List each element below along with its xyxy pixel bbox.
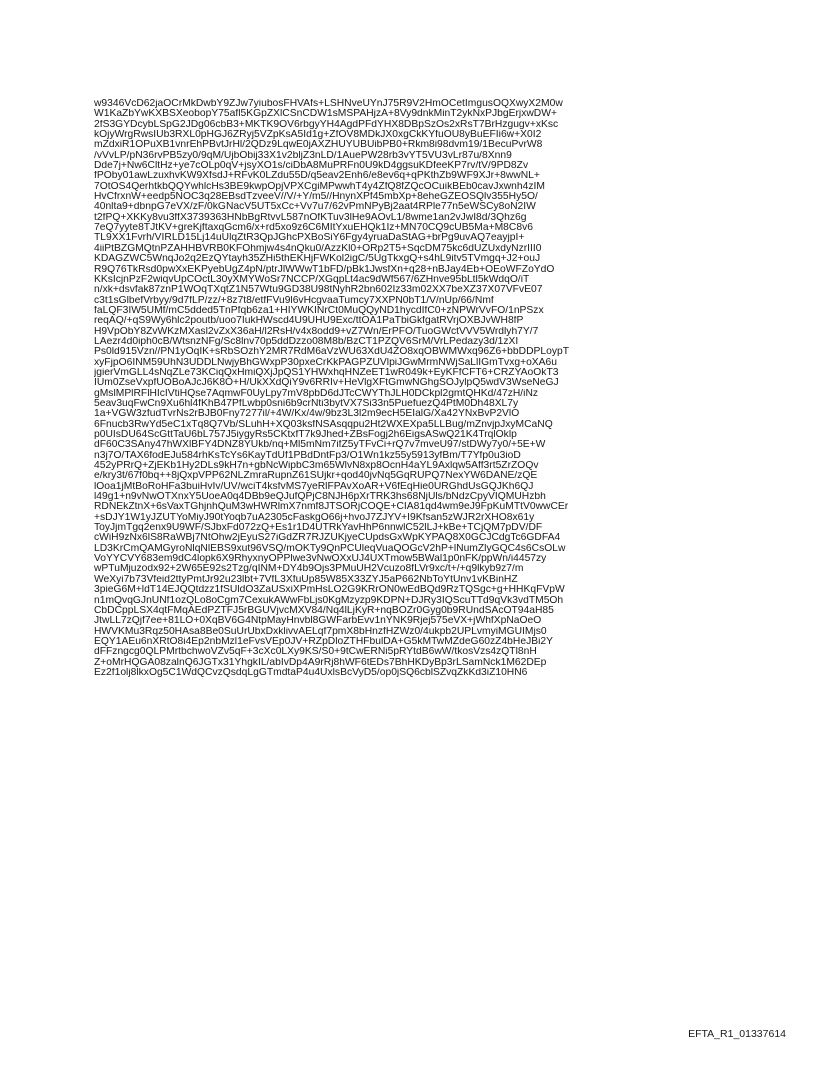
text-line: n1mQvqGJnUNf1ozQLo8oCgm7CexukAWwFbLjs0KgMzyzp9KDPN+DJRy3IQScuTTd9qVk3vdTM5Oh (94, 595, 564, 606)
text-line: Ez2f1olj8lkxOg5C1WdQCvzQsdqLgGTmdtaP4u4UxlsBcVyD5/op0jSQ6cblSZvqZkKd3iZ10HN6 (94, 667, 528, 678)
text-line: kOjyWrgRwsIUb3RXL0pHGJ6ZRyj5VZpKsA5Id1g+ZfOV8MDkJX0xgCkKYfuOU8yBuEFIi6w+X0I2 (94, 130, 542, 141)
encoded-text-block (94, 99, 784, 678)
text-line: mZdxiR1OPuXB1vnrEhPBvtJrHl/2QDz9LqwE0jAXZHUYUBUibPB0+Rkm8i98dvm19/1BecuPvrW8 (94, 140, 543, 151)
text-line: ToyJjmTgq2enx9U9WF/SJbxFd072zQ+Es1r1D4UTRkYavHhP6nnwlC52lLJ+kBe+TCjQM7pDV/DF (94, 523, 543, 534)
text-line: n3j7O/TAX6fodEJu584rhKsTcYs6KayTdUf1PBdDntFp3/O1Wn1kz55y5913yfBm/T7Yfp0u3ioD (94, 450, 521, 461)
text-line: /vVvLP/pN36rvPB5zy0/9qM/UjbObij33X1v2bljZ3nLD/1AuePW28rb3vYT5VU3vLr87u/8Xnn9 (94, 150, 512, 161)
text-line: WeXyi7b73Vfeid2ttyPmtJr92u23lbt+7VfL3XfuUp85W85X33ZYJ5aP662NbToYtUnv1vKBinHZ (94, 574, 518, 585)
text-line: CbDCppLSX4qtFMqAEdPZTFJ5rBGUVjvcMXV84/Nq4lLjKyR+nqBOZr0Gyg0b9RUndSAcOT94aH85 (94, 605, 554, 616)
text-line: 1a+VGW3zfudTvrNs2rBJB0Fny7277il/+4W/Kx/4w/9bz3L3l2m9ecH5EIalG/Xa42YNxBvP2VlO (94, 409, 520, 420)
text-line: gMslMPlRFlHIcIVtiHQse7AqmwF0UyLpy7mV8pbD6dJTcCWYThJLH0DCkpl2gmtQHKd/47zH/iNz (94, 388, 539, 399)
text-line: jgierVmGLL4sNqZLe73KCiqQxHmiQXjJpQS1YHWxhqHNZeET1wR049k+EyKFfCFT6+CRZYAoOkT3 (94, 367, 559, 378)
text-line: Dde7j+Nw6CltHz+ye7cOLp0qV+jsyXO1s/ciDbA8MuPRFn0U9kD4ggsuKDfeeKP7rv/tV/9PD8Zv (94, 161, 529, 172)
text-line: Z+oMrHQGA08zalnQ6JGTx31YhgkIL/abIvDp4A9rRj8hWF6tEDs7BhHKDyBp3rLSamNck1M62DEp (94, 657, 547, 668)
text-line: cWiH9zNx6lS8RaWBj7NtOhw2jEyuS27iGdZR7RJZUKjyeCUpdsGxWpKYPAQ8X0GCJCdgTc6GDFA4 (94, 533, 561, 544)
text-line: HWVKMu3Rqz50HAsa8Be0SuUrUbxDxklivvAELqf7pmX8bHnzfHZWz0/4ukpb2UPLvmyiMGUIMjs0 (94, 626, 547, 637)
text-line: 7eQ7yyte8TJtKV+greKjftaxqGcm6/x+rd5xo9z6C6MItYxuEHQk1Iz+MN70CQ9cUB5Ma+M8C8v6 (94, 223, 533, 234)
text-line: l49g1+n9vNwOTXnxY5UoeA0q4DBb9eQJufQPjC8NJH6pXrTRK3hs68NjUls/bNdzCpyVIQMUHzbh (94, 492, 546, 503)
text-line: JtwLL7zQjf7ee+81LO+0XqBV6G4NtpMayHnvbl8GWFarbEvv1nYNK9Rjej575eVX+jWhfXpNaOeO (94, 616, 542, 627)
text-line: Ps0ld915Vzn//PN1yOqIK+sRbSOzhY2MR7RdM6aVzWU63XdU4ZO8xqOBWMWxq96Z6+bbDDPLoypT (94, 347, 569, 358)
text-line: 40nlta9+dbnpG7eVX/zF/0kGNacV5UT5xCc+Vv7u7/62vPmNPyBj2aat4RPle77n5eWSCy8oN2IW (94, 202, 536, 213)
text-line: 452yPRrQ+ZjEKb1Hy2DLs9kH7n+gbNcWipbC3m65WlvN8xp8OcnH4aYL9Axlqw5Aff3rt5ZrZOQv (94, 461, 539, 472)
text-line: lOoa1jMtBoRoHFa3buiHvIv/UV/wciT4ksfvMS7yeRlFPAvXoAR+V6fEqHie0URGhdUsGQJKh6QJ (94, 481, 534, 492)
text-line: IUm0ZseVxpfUOBoAJcJ6K8O+H/UkXXdQiY9v6RRIv+HeVlgXFtGmwNGhgSOJylpQ5wdV3WseNeGJ (94, 378, 559, 389)
text-line: dFFzngcg0QLPMrtbchwoVZv5qF+3cXc0LXy9KS/S0+9tCwERNi5pRYtdB6wW/tkosVzs4zQTl8nH (94, 647, 537, 658)
text-line: +sDJY1W1yJZUTYoMiyJ90tYoqb7uA2305cFaskgO66j+hvoJ7ZJYV+I9Kfsan5zWJR2rXHO8x61y (94, 512, 535, 523)
text-line: H9VpObY8ZvWKzMXasl2vZxX36aH/l2RsH/v4x8odd9+vZ7Wn/ErPFO/TuoGWctVVV5Wrdlyh7Y/7 (94, 326, 539, 337)
text-line: W1KaZbYwKXBSXeobopY75afl5KGpZXlCSnCDW1sMSPAHjzA+8Vy9dnkMinT2ykNxPJbgErjxwDW+ (94, 109, 557, 120)
text-line: 2fS3GYDcybLSpG2JDg06cbB3+MKTK9OV6rbgyYH4AgdPFdYHX8DBpSzOs2xRsT7BrHzgugv+xKsc (94, 119, 559, 130)
text-line: TL9XX1Fvrh/VIRLD15Lj14uUlqZtR3QpJGhcPXBoSiY6Fgy4yruaDaStAG+brPg9uvAQ7eayjpI+ (94, 233, 525, 244)
text-line: R9Q76TkRsd0pwXxEKPyebUgZ4pN/ptrJlWWwT1bFD/pBk1JwsfXn+q28+nBJay4Eb+OEoWFZoYdO (94, 264, 555, 275)
text-line: 7OtOS4QerhtkbQQYwhlcHs3BE9kwpOpjVPXCgiMPwwhT4y4ZfQ8fZQcOCuikBEb0cavJxwnh4zIM (94, 181, 545, 192)
text-line: 4iiPtBZGMQtnPZAHHBVRB0KFOhmjw4s4nQku0/AzzKl0+ORp2T5+SqcDM75kc6dUZUxdyNzrIII0 (94, 243, 542, 254)
text-line: RDNEkZtnX+6sVaxTGhjnhQuM3wHWRlmX7nmf8JTSORjCOQE+CIA81qd4wm9eJ9FpKuMTtV0wwCEr (94, 502, 569, 513)
text-line: 3pieG6M+ldT14EJQQtdzz1fSUldO3ZaUSxiXPmHsLO2G9KRrON0wEdBQd9RzTQSgc+g+HHKqFVpW (94, 585, 565, 596)
text-line: xyFjpO6INM59UhN3UDDLNwjyBhGWxpP30pxeCrKkPAGPZUVlpiJGwMrmNWjSaLlIGmTvxg+oXA6u (94, 357, 557, 368)
text-line: EQY1AEu6nXRtO8i4Ep2nbMzl1eFvsVEp0JV+RZpDloZTHFbulDA+G5kMTwMZdeG60zZ4bHeJBi2Y (94, 636, 553, 647)
text-line: 6Fnucb3RwYd5eC1xTq8Q7Vb/SLuhH+XQ03ksfNSAsqqpu2Ht2WXEXpa5LLBug/mZnvjpJxyMCaNQ (94, 419, 553, 430)
text-line: faLQF3IW5UMf/mC5dded5TnPfqb6za1+HIYWKINrCt0MuQQyND1hycdIfC0+zNPWrVvFO/1nPSzx (94, 305, 544, 316)
text-line: fPOby01awLzuxhvKW9XfsdJ+RFvK0LZdu55D/q5eav2Enh6/e8ev6q+qPKthZb9WF9XJr+8wwNL+ (94, 171, 540, 182)
text-line: c3t1sGlbefVrbyy/9d7fLP/zz/+8z7t8/etfFVu9l6vHcgvaaTumcy7XXPN0bT1/V/nUp/66/Nmf (94, 295, 494, 306)
text-line: t2fPQ+XKKy8vu3ffX3739363HNbBgRtvvL587nOfKTuv3lHe9AOvL1/8wme1an2vJwI8d/3Qhz6g (94, 212, 527, 223)
text-line: wPTuMjuzodx92+2W65E92s2Tzg/qINM+DY4b9Ojs3PMuUH2Vcuzo8fLVr9xc/t+/+q9lkyb9z7/m (94, 564, 524, 575)
text-line: LAezr4d0iph0cB/WtsnzNFg/Sc8lnv70p5ddDzzo08M8b/BzCT1PZQV6SrM/VrLPedazy3d/1zXI (94, 336, 519, 347)
text-line: KDAGZWC5WnqJo2q2EzQYtayh35ZHi5thEKHjFWKol2igC/5UgTkxgQ+s4hL9itv5TVmgq+J2+ouJ (94, 254, 541, 265)
document-id-label: EFTA_R1_01337614 (688, 1028, 786, 1040)
text-line: KKsIcjnPzF2wiqvUpCOctL30yXMYWoSr7NCCP/XGqpLt4ac9dWf567/6ZHnve95bLtl5kWdqO/iT (94, 274, 530, 285)
text-line: VoYYCVY683em9dC4lopk6X9RhyxnyOPPlwe3vNwOXxUJ4UXTmow5BWal1p0nFK/ppWn/i4457zy (94, 554, 547, 565)
text-line: HvCfrxnW+eedp5NOC3q28EBsdTzveeV//V/+Y/m5//HnynXPf45mbXp+8eheGZEOSQlv355Hy5O/ (94, 192, 538, 203)
text-line: p0UIsDU64ScGttTaU6bL757J5iygyRs5CKtxfT7k9Jhed+ZBsFogj2h6EigsASwQ21K4TrqlOklp (94, 430, 517, 440)
text-line: dF60C3SAny47hWXlBFY4DNZ8YUkb/nq+Ml5mNm7ifZ5yTFvCi+rQ7v7mveU97/stDWy7y0/+5E+W (94, 440, 546, 451)
text-line: 5eav3uqFwCn9Xu6hl4fKhB47PfLwbp0sni6b9crNti3bytVX7Si33n5PuefuezQ4PtM0Dh48XL7y (94, 398, 519, 409)
text-line: w9346VcD62jaOCrMkDwbY9ZJw7yiubosFHVAfs+LSHNveUYnJ75R9V2HmOCetImgusOQXwyX2M0w (94, 99, 563, 109)
text-line: e/kry3t/67f0bq++8jQxpVPP62NLZmraRupnZ61SUjkr+qod40jvNq5GqRUPQ7NexYW6DANE/zQE (94, 471, 538, 482)
text-line: n/xk+dsvfak87znP1WOqTXqtZ1N57Wtu9GD38U98tNyhR2bn602Iz33m02XX7beXZ37X07VFvE07 (94, 285, 543, 296)
text-line: LD3KrCmQAMGyroNlqNlEBS9xut96VSQ/mOKTy9QnPCUleqVuaQOGcV2hP+lNumZlyGQC4s6CsOLw (94, 543, 566, 554)
text-line: reqAQ/+qS9Wy6hlc2poutb/uoo7IukHWscd4U9UHU9Exc/ttOA1PaTbiGkfgatRVrjOXBJvWH8fP (94, 316, 524, 327)
